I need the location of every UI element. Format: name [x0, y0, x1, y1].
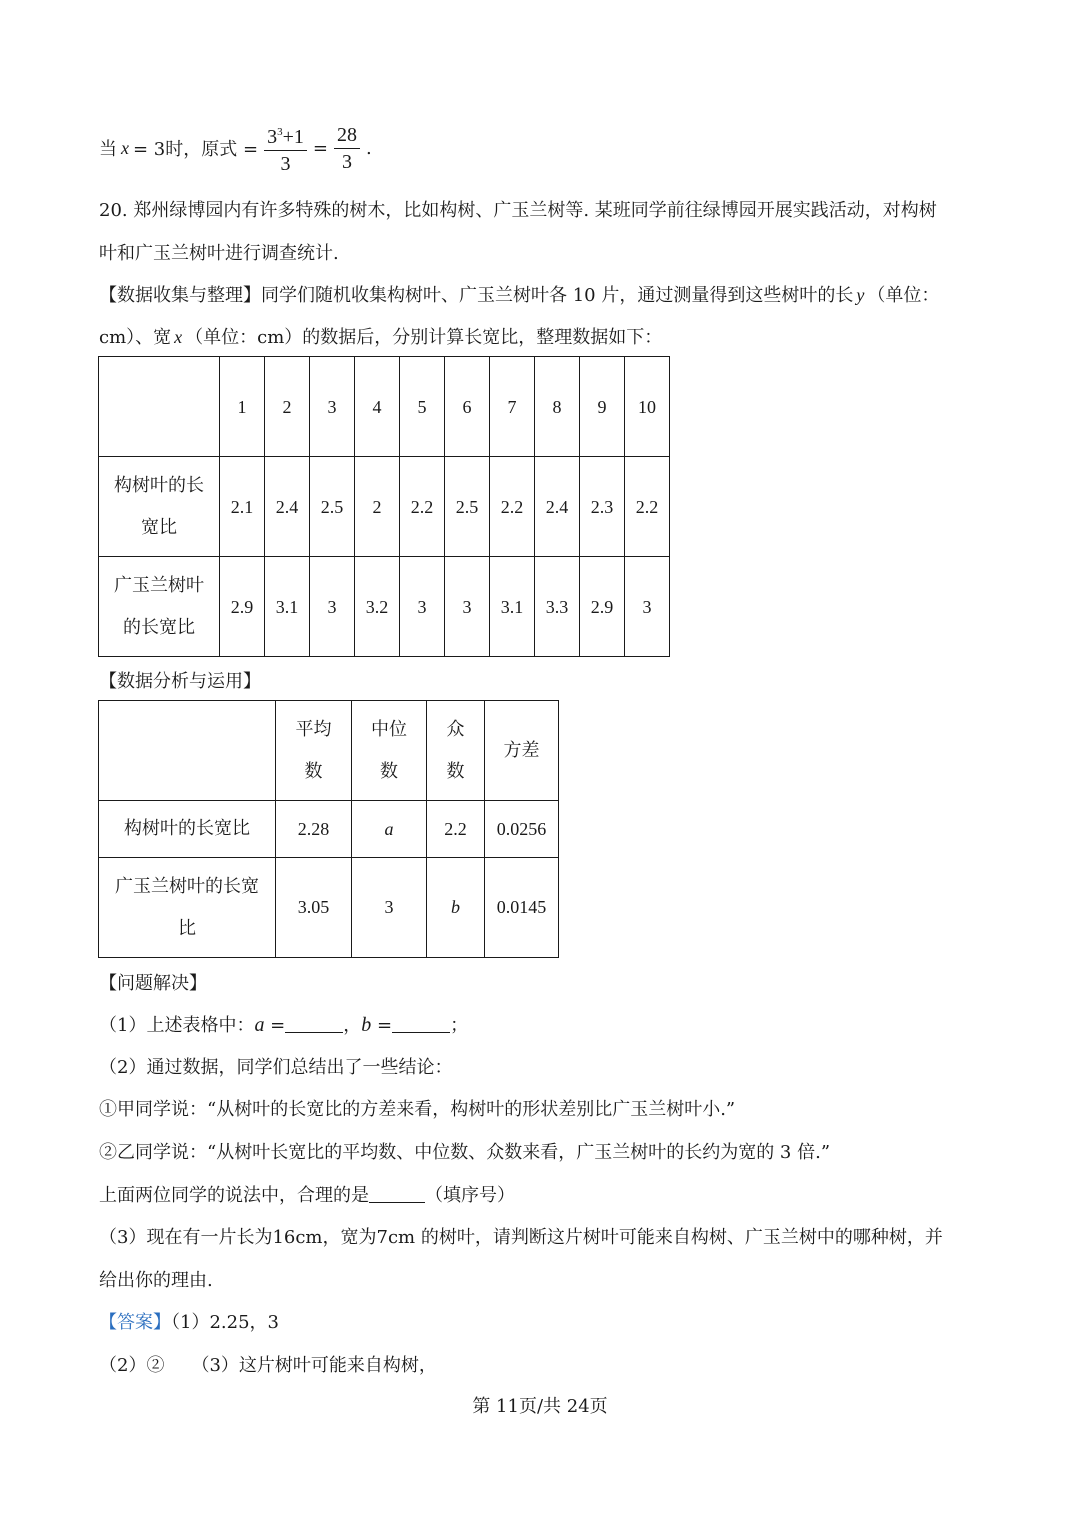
- table-cell: [352, 801, 427, 858]
- col-header: 9: [580, 357, 625, 457]
- frac2-num: 28: [334, 122, 360, 149]
- cell-value: 3: [384, 897, 394, 917]
- q1-var-b: b: [361, 1014, 372, 1036]
- q1-eq-b: =: [371, 1015, 393, 1036]
- col-header: 10: [625, 357, 670, 457]
- answer-tag: 【答案】: [99, 1312, 171, 1333]
- row-label-line: 广玉兰树叶: [114, 574, 204, 596]
- q1-eq-a: =: [264, 1015, 286, 1036]
- table-cell: 2.4: [535, 457, 580, 557]
- problem-line-2: 叶和广玉兰树叶进行调查统计.: [99, 243, 339, 264]
- row-label-line: 构树叶的长: [114, 474, 204, 496]
- question-2-intro: （2）通过数据，同学们总结出了一些结论：: [99, 1057, 453, 1078]
- header-line: 平均: [295, 718, 332, 740]
- row-label-line: 广玉兰树叶的长宽: [115, 875, 259, 897]
- question-1: [99, 1011, 468, 1037]
- q1-blank-b: [392, 1014, 450, 1033]
- question-3-line-2: 给出你的理由.: [99, 1270, 213, 1291]
- col-header-variance: [485, 701, 559, 801]
- col-header: 6: [445, 357, 490, 457]
- table-cell: [276, 801, 352, 858]
- table-row: [99, 858, 559, 958]
- table-row: [99, 801, 559, 858]
- table-cell: 2.9: [220, 557, 265, 657]
- collect-line-2: [99, 323, 662, 349]
- col-header: 3: [310, 357, 355, 457]
- table-cell: 3: [625, 557, 670, 657]
- table-cell: 3: [310, 557, 355, 657]
- statement-1: ①甲同学说：“从树叶的长宽比的方差来看，构树叶的形状差别比广玉兰树叶小.”: [99, 1099, 736, 1120]
- col-header: 1: [220, 357, 265, 457]
- statement-2: ②乙同学说：“从树叶长宽比的平均数、中位数、众数来看，广玉兰树叶的长约为宽的 3 倍.”: [99, 1142, 831, 1163]
- formula-line: [99, 118, 372, 178]
- frac1-den: 3: [280, 153, 291, 175]
- row-label-line: 的长宽比: [123, 616, 195, 638]
- collect-text-b: （单位：: [867, 285, 940, 306]
- cell-value: 2.28: [297, 818, 330, 839]
- table-cell: 2.5: [310, 457, 355, 557]
- question-2-ask: [99, 1181, 515, 1207]
- table-cell: 3: [400, 557, 445, 657]
- formula-var-x: x: [121, 137, 129, 158]
- row-label-line: 比: [178, 917, 196, 939]
- table-cell: 2.2: [625, 457, 670, 557]
- table-header-row: [99, 701, 559, 801]
- header-line: 数: [380, 760, 398, 782]
- collect-text-c: cm）、宽: [99, 327, 172, 348]
- table-cell: 3.2: [355, 557, 400, 657]
- answer-line-1: [99, 1308, 279, 1334]
- row-label: [99, 457, 220, 557]
- table-cell: 2.2: [400, 457, 445, 557]
- formula-end: .: [365, 137, 372, 159]
- frac1-base: 3: [267, 126, 278, 148]
- q1-sep: ，: [343, 1015, 362, 1036]
- col-header: 2: [265, 357, 310, 457]
- formula-equals: =: [312, 137, 328, 159]
- q1-var-a: a: [254, 1014, 265, 1036]
- table-cell: [276, 858, 352, 958]
- col-header: 7: [490, 357, 535, 457]
- row-label: 构树叶的长宽比: [99, 801, 276, 858]
- table-cell: 2.2: [490, 457, 535, 557]
- table-cell: 2.9: [580, 557, 625, 657]
- collect-var-x: x: [174, 327, 183, 347]
- col-header-median: [352, 701, 427, 801]
- corner-cell: [99, 357, 220, 457]
- header-line: 数: [446, 760, 465, 782]
- col-header: 4: [355, 357, 400, 457]
- answer-text-1: （1）2.25，3: [171, 1312, 279, 1333]
- row-label: [99, 557, 220, 657]
- table-row: [99, 457, 670, 557]
- col-header-mean: [276, 701, 352, 801]
- table-cell: 3.3: [535, 557, 580, 657]
- table-cell: 3.1: [490, 557, 535, 657]
- table-cell: 2.1: [220, 457, 265, 557]
- table-row: [99, 557, 670, 657]
- collect-var-y: y: [856, 285, 865, 305]
- col-header-mode: [427, 701, 485, 801]
- header-line: 众: [446, 718, 465, 740]
- fraction-2: [334, 122, 360, 175]
- table-cell: [427, 801, 485, 858]
- problem-line-1: 20. 郑州绿博园内有许多特殊的树木，比如构树、广玉兰树等. 某班同学前往绿博园开展实践活动，对构树: [99, 200, 937, 221]
- q2-ask-tail: （填序号）: [425, 1185, 515, 1206]
- answer-line-2: （2）② （3）这片树叶可能来自构树，: [99, 1355, 437, 1376]
- table-header-row: [99, 357, 670, 457]
- cell-value: 3.05: [297, 897, 330, 917]
- table-cell: [427, 858, 485, 958]
- col-header: 8: [535, 357, 580, 457]
- cell-value: 0.0145: [496, 897, 547, 917]
- frac1-rest: +1: [282, 126, 304, 148]
- fraction-1: [264, 119, 307, 177]
- table-cell: 2: [355, 457, 400, 557]
- collect-line-1: [99, 281, 939, 307]
- table-cell: 2.4: [265, 457, 310, 557]
- header-line: 中位: [371, 718, 407, 740]
- table-cell: 2.5: [445, 457, 490, 557]
- q2-blank: [369, 1184, 425, 1203]
- formula-prefix: 当: [99, 139, 117, 160]
- solve-heading: 【问题解决】: [99, 973, 207, 994]
- table-cell: 3: [445, 557, 490, 657]
- q1-end: ；: [450, 1015, 469, 1036]
- q2-ask-text: 上面两位同学的说法中，合理的是: [99, 1185, 369, 1206]
- col-header: 5: [400, 357, 445, 457]
- cell-value: 2.2: [444, 818, 467, 839]
- frac2-den: 3: [341, 150, 352, 173]
- row-label: [99, 858, 276, 958]
- formula-prefix-2: = 3时，原式 =: [133, 139, 259, 160]
- collect-text-d: （单位：cm）的数据后，分别计算长宽比，整理数据如下：: [185, 327, 663, 348]
- q1-prefix: （1）上述表格中：: [99, 1015, 255, 1036]
- table-cell: [485, 858, 559, 958]
- table-cell: [352, 858, 427, 958]
- cell-value: 0.0256: [496, 818, 547, 839]
- table-cell: 3.1: [265, 557, 310, 657]
- ratio-data-table: [98, 356, 670, 657]
- collect-text-a: 【数据收集与整理】同学们随机收集构树叶、广玉兰树叶各 10 片，通过测量得到这些树叶的长: [99, 285, 854, 306]
- statistics-table: [98, 700, 559, 958]
- question-3-line-1: （3）现在有一片长为16cm，宽为7cm 的树叶，请判断这片树叶可能来自构树、广玉兰树中的哪种树，并: [99, 1227, 943, 1248]
- analysis-heading: 【数据分析与运用】: [99, 671, 261, 692]
- table-cell: [485, 801, 559, 858]
- q1-blank-a: [285, 1014, 343, 1033]
- header-line: 方差: [503, 739, 540, 761]
- page-number: 第 11页/共 24页: [472, 1396, 608, 1417]
- table-cell: 2.3: [580, 457, 625, 557]
- header-line: 数: [304, 760, 323, 782]
- cell-value: a: [384, 818, 394, 839]
- cell-value: b: [451, 897, 460, 917]
- corner-cell: [99, 701, 276, 801]
- frac1-exp: 3: [277, 126, 283, 138]
- row-label-line: 宽比: [141, 516, 177, 538]
